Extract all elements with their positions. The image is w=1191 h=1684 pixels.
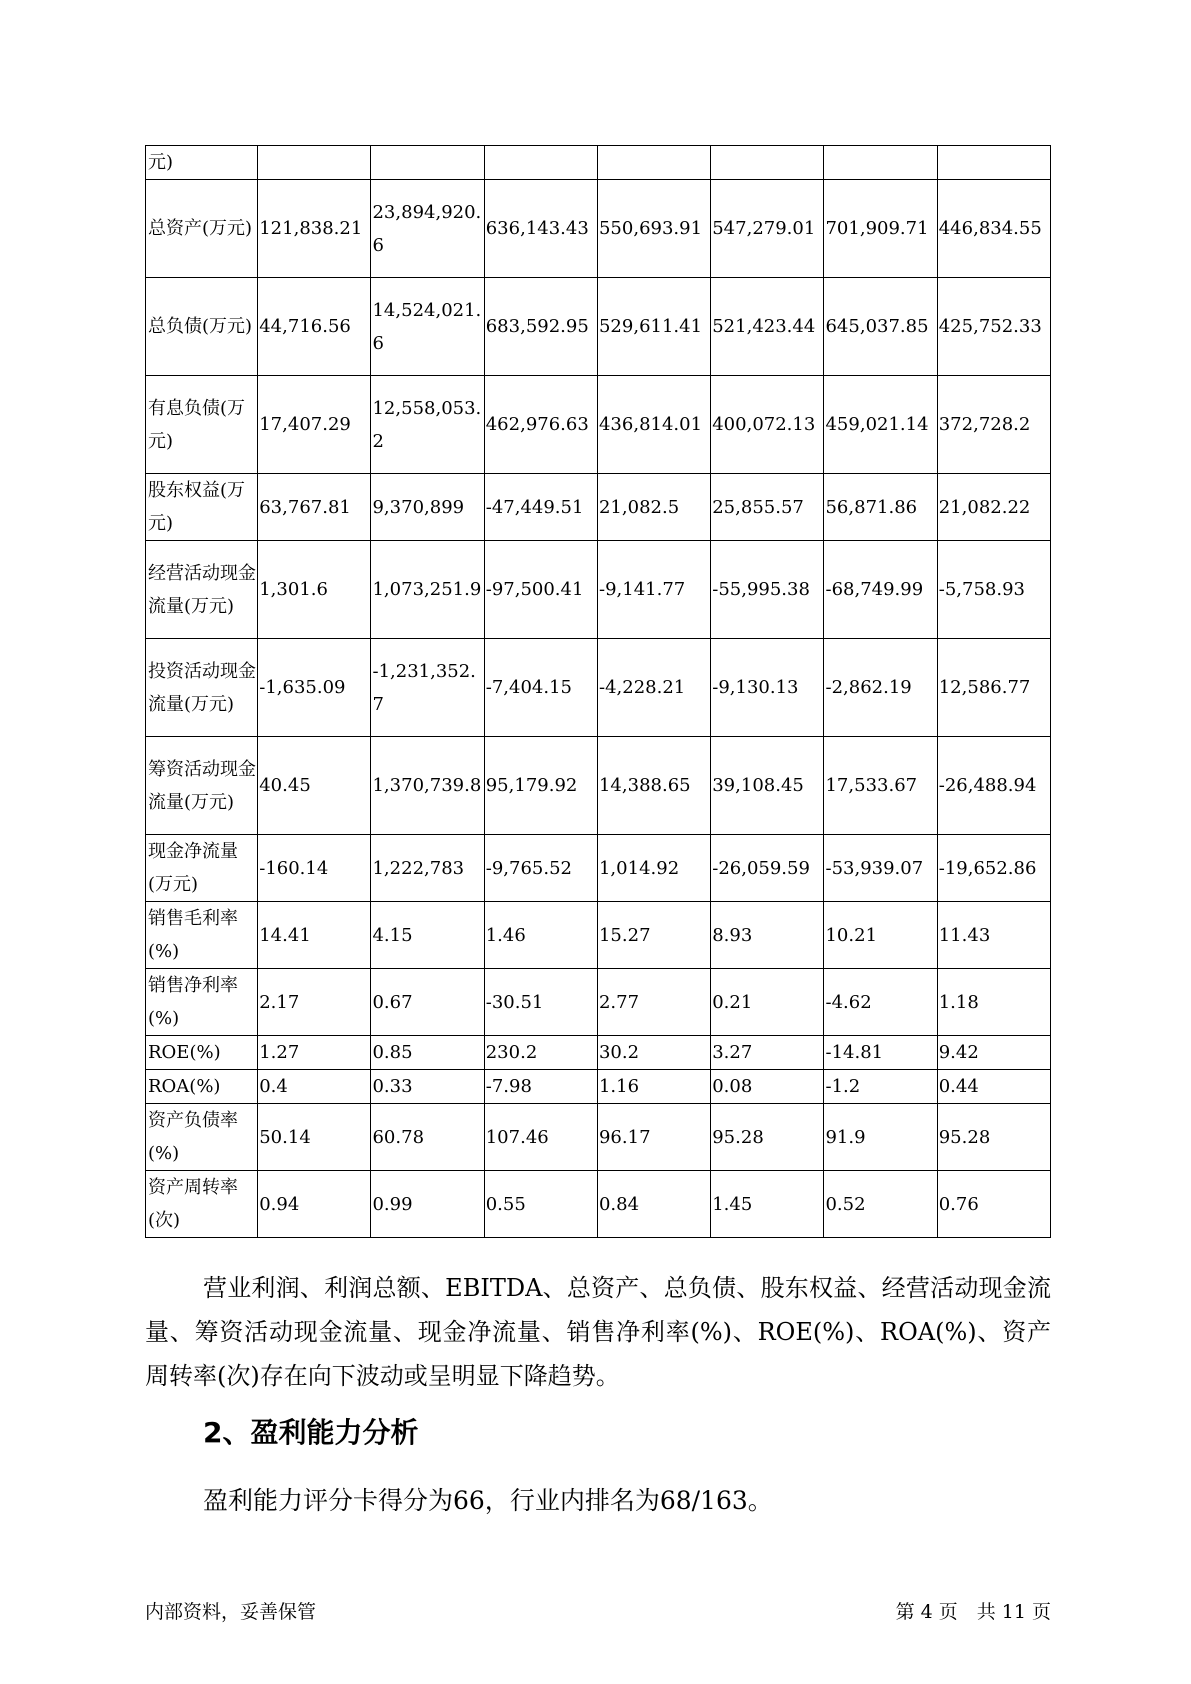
table-row <box>146 835 1051 902</box>
table-cell: 11.43 <box>937 902 1050 969</box>
table-cell: 10.21 <box>824 902 937 969</box>
table-cell: 17,533.67 <box>824 737 937 835</box>
table-cell: 21,082.22 <box>937 474 1050 541</box>
table-cell: 1.18 <box>937 969 1050 1036</box>
table-cell: 14,524,021.6 <box>371 278 484 376</box>
table-cell <box>937 146 1050 180</box>
table-cell: 15.27 <box>597 902 710 969</box>
table-cell: -14.81 <box>824 1036 937 1070</box>
table-cell: 550,693.91 <box>597 180 710 278</box>
table-cell: 9,370,899 <box>371 474 484 541</box>
table-cell: 0.85 <box>371 1036 484 1070</box>
table-cell: 0.76 <box>937 1171 1050 1238</box>
table-cell: 121,838.21 <box>258 180 371 278</box>
table-cell: 12,586.77 <box>937 639 1050 737</box>
table-cell: -19,652.86 <box>937 835 1050 902</box>
table-cell <box>258 146 371 180</box>
table-row <box>146 474 1051 541</box>
table-cell: 14.41 <box>258 902 371 969</box>
table-cell: 1,301.6 <box>258 541 371 639</box>
table-cell: 3.27 <box>711 1036 824 1070</box>
table-cell <box>597 146 710 180</box>
table-row <box>146 1070 1051 1104</box>
table-cell: -1.2 <box>824 1070 937 1104</box>
row-label: 筹资活动现金流量(万元) <box>146 737 258 835</box>
table-cell: -26,059.59 <box>711 835 824 902</box>
table-cell: 425,752.33 <box>937 278 1050 376</box>
table-cell: 2.17 <box>258 969 371 1036</box>
table-cell: 9.42 <box>937 1036 1050 1070</box>
table-cell: 63,767.81 <box>258 474 371 541</box>
table-cell: 0.67 <box>371 969 484 1036</box>
table-cell: 547,279.01 <box>711 180 824 278</box>
row-label: 股东权益(万元) <box>146 474 258 541</box>
table-cell <box>824 146 937 180</box>
table-row <box>146 146 1051 180</box>
table-cell: 0.55 <box>484 1171 597 1238</box>
table-cell: 683,592.95 <box>484 278 597 376</box>
table-cell: 91.9 <box>824 1104 937 1171</box>
table-cell: 1,222,783 <box>371 835 484 902</box>
table-cell: 1,370,739.8 <box>371 737 484 835</box>
table-cell: 14,388.65 <box>597 737 710 835</box>
table-cell: -4,228.21 <box>597 639 710 737</box>
table-cell: 0.21 <box>711 969 824 1036</box>
table-cell: -26,488.94 <box>937 737 1050 835</box>
row-label: 总负债(万元) <box>146 278 258 376</box>
table-cell: -53,939.07 <box>824 835 937 902</box>
table-cell: 0.33 <box>371 1070 484 1104</box>
table-cell: 446,834.55 <box>937 180 1050 278</box>
table-cell: -1,635.09 <box>258 639 371 737</box>
table-cell: -2,862.19 <box>824 639 937 737</box>
table-cell: -1,231,352.7 <box>371 639 484 737</box>
table-cell: 1,014.92 <box>597 835 710 902</box>
table-cell: -4.62 <box>824 969 937 1036</box>
table-cell: 21,082.5 <box>597 474 710 541</box>
table-cell: -9,130.13 <box>711 639 824 737</box>
financial-table <box>145 145 1051 1238</box>
table-cell: -68,749.99 <box>824 541 937 639</box>
table-cell: -7.98 <box>484 1070 597 1104</box>
table-cell: 4.15 <box>371 902 484 969</box>
table-cell: 529,611.41 <box>597 278 710 376</box>
table-row <box>146 1104 1051 1171</box>
table-cell: 56,871.86 <box>824 474 937 541</box>
table-cell: 0.08 <box>711 1070 824 1104</box>
row-label: 资产负债率(%) <box>146 1104 258 1171</box>
table-row <box>146 737 1051 835</box>
table-cell: -9,765.52 <box>484 835 597 902</box>
table-cell: 95.28 <box>937 1104 1050 1171</box>
table-cell: -9,141.77 <box>597 541 710 639</box>
table-cell: 107.46 <box>484 1104 597 1171</box>
table-row <box>146 902 1051 969</box>
table-cell: -55,995.38 <box>711 541 824 639</box>
score-text: 盈利能力评分卡得分为66，行业内排名为68/163。 <box>203 1486 773 1515</box>
table-cell: 60.78 <box>371 1104 484 1171</box>
row-label: 总资产(万元) <box>146 180 258 278</box>
table-cell: 17,407.29 <box>258 376 371 474</box>
table-row <box>146 1171 1051 1238</box>
row-label: 销售毛利率(%) <box>146 902 258 969</box>
footer-confidential: 内部资料，妥善保管 <box>145 1601 317 1623</box>
footer-page-number: 第 4 页 共 11 页 <box>895 1601 1051 1623</box>
table-cell: -160.14 <box>258 835 371 902</box>
table-cell: 25,855.57 <box>711 474 824 541</box>
table-cell: 230.2 <box>484 1036 597 1070</box>
row-label: 销售净利率(%) <box>146 969 258 1036</box>
table-cell: 521,423.44 <box>711 278 824 376</box>
table-cell: 0.44 <box>937 1070 1050 1104</box>
table-cell: 636,143.43 <box>484 180 597 278</box>
table-cell: -5,758.93 <box>937 541 1050 639</box>
table-cell: 95.28 <box>711 1104 824 1171</box>
row-label: ROA(%) <box>146 1070 258 1104</box>
table-cell: 0.84 <box>597 1171 710 1238</box>
financial-table-body <box>146 146 1051 1238</box>
table-cell: 39,108.45 <box>711 737 824 835</box>
table-cell: 1.46 <box>484 902 597 969</box>
trend-paragraph: 营业利润、利润总额、EBITDA、总资产、总负债、股东权益、经营活动现金流量、筹资活动现金流量、现金净流量、销售净利率(%)、ROE(%)、ROA(%)、资产周转率(次)存在向下波动或呈明显下降趋势。 <box>145 1274 1051 1390</box>
table-cell: -30.51 <box>484 969 597 1036</box>
table-cell: 12,558,053.2 <box>371 376 484 474</box>
table-cell: 645,037.85 <box>824 278 937 376</box>
table-cell: -47,449.51 <box>484 474 597 541</box>
table-row <box>146 278 1051 376</box>
table-cell: 96.17 <box>597 1104 710 1171</box>
table-cell: 436,814.01 <box>597 376 710 474</box>
table-cell <box>371 146 484 180</box>
table-cell <box>484 146 597 180</box>
table-row <box>146 376 1051 474</box>
table-cell: 1.16 <box>597 1070 710 1104</box>
table-cell <box>711 146 824 180</box>
table-cell: 50.14 <box>258 1104 371 1171</box>
table-cell: 400,072.13 <box>711 376 824 474</box>
row-label: 有息负债(万元) <box>146 376 258 474</box>
row-label: 经营活动现金流量(万元) <box>146 541 258 639</box>
table-row <box>146 541 1051 639</box>
table-cell: 701,909.71 <box>824 180 937 278</box>
table-cell: 8.93 <box>711 902 824 969</box>
table-cell: 30.2 <box>597 1036 710 1070</box>
table-cell: 2.77 <box>597 969 710 1036</box>
row-label: 现金净流量(万元) <box>146 835 258 902</box>
row-label: 资产周转率(次) <box>146 1171 258 1238</box>
row-label: ROE(%) <box>146 1036 258 1070</box>
section-heading: 2、盈利能力分析 <box>203 1416 419 1449</box>
table-cell: 459,021.14 <box>824 376 937 474</box>
table-row <box>146 969 1051 1036</box>
table-row <box>146 1036 1051 1070</box>
table-cell: 95,179.92 <box>484 737 597 835</box>
row-label: 投资活动现金流量(万元) <box>146 639 258 737</box>
table-cell: -97,500.41 <box>484 541 597 639</box>
table-cell: 462,976.63 <box>484 376 597 474</box>
table-cell: 0.52 <box>824 1171 937 1238</box>
table-cell: 1,073,251.9 <box>371 541 484 639</box>
table-cell: 1.27 <box>258 1036 371 1070</box>
table-row <box>146 639 1051 737</box>
table-cell: 23,894,920.6 <box>371 180 484 278</box>
table-cell: -7,404.15 <box>484 639 597 737</box>
table-cell: 372,728.2 <box>937 376 1050 474</box>
table-cell: 0.4 <box>258 1070 371 1104</box>
row-label: 元) <box>146 146 258 180</box>
table-cell: 0.99 <box>371 1171 484 1238</box>
table-cell: 0.94 <box>258 1171 371 1238</box>
table-row <box>146 180 1051 278</box>
table-cell: 44,716.56 <box>258 278 371 376</box>
table-cell: 40.45 <box>258 737 371 835</box>
table-cell: 1.45 <box>711 1171 824 1238</box>
